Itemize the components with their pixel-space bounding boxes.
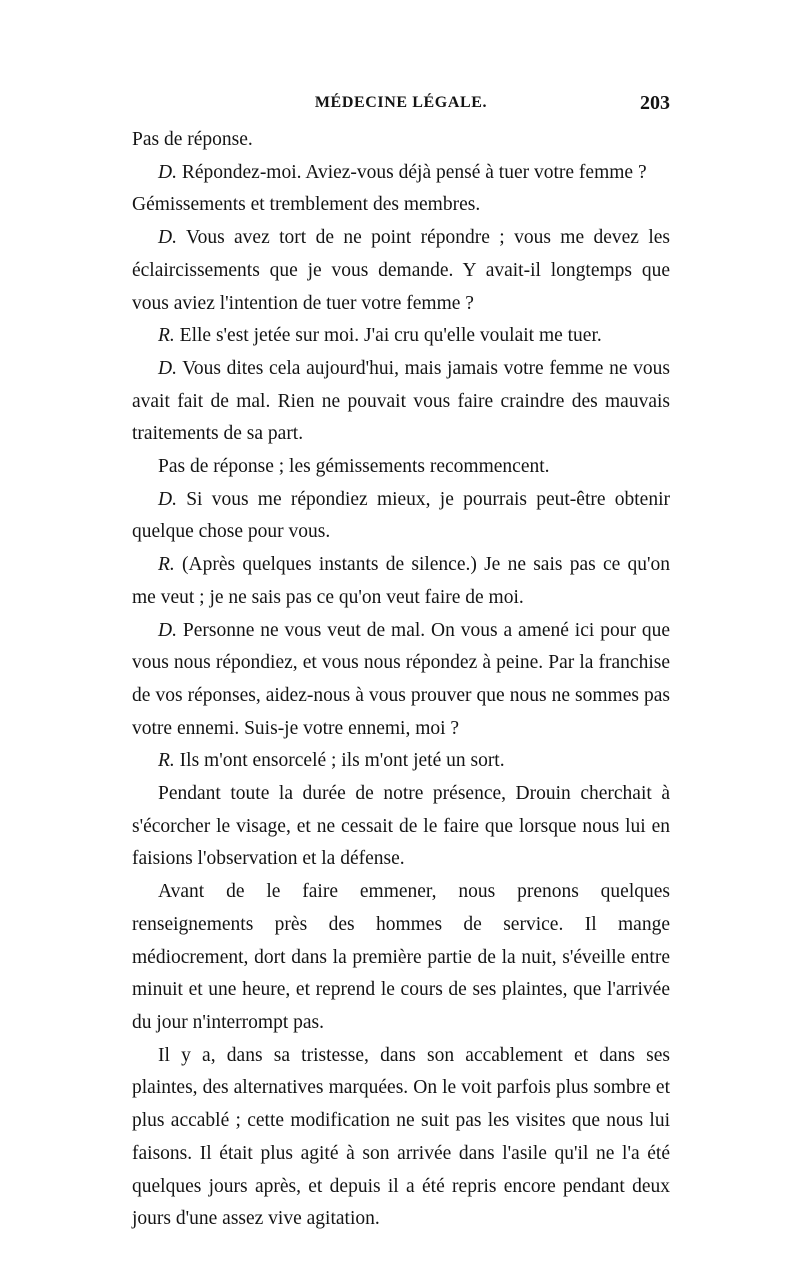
paragraph <box>132 1040 670 1236</box>
paragraph <box>132 876 670 1040</box>
paragraph <box>132 451 670 484</box>
paragraph <box>132 549 670 614</box>
paragraph <box>132 124 670 157</box>
speaker-label: R. <box>158 325 175 347</box>
paragraph <box>132 222 670 320</box>
paragraph-text: Vous avez tort de ne point répondre ; vous me devez les éclaircissements que je vous demande. Y avait-il longtemps que vous aviez l'intention de tuer votre femme ? <box>132 227 670 314</box>
paragraph-text: Pendant toute la durée de notre présence, Drouin cherchait à s'écorcher le visage, et ne cessait de le faire que lorsque nous lui en faisions l'observation et la défense. <box>132 783 670 870</box>
paragraph <box>132 353 670 451</box>
paragraph <box>132 189 670 222</box>
paragraph-text: Pas de réponse ; les gémissements recommencent. <box>158 456 550 478</box>
paragraph <box>132 615 670 746</box>
paragraph-text: Répondez-moi. Aviez-vous déjà pensé à tuer votre femme ? <box>176 161 647 183</box>
page-number: 203 <box>640 92 670 114</box>
paragraph-text: (Après quelques instants de silence.) Je ne sais pas ce qu'on me veut ; je ne sais pas ce qu'on veut faire de moi. <box>132 554 670 608</box>
speaker-label: D. <box>158 619 177 641</box>
paragraph <box>132 320 670 353</box>
paragraph-text: Vous dites cela aujourd'hui, mais jamais votre femme ne vous avait fait de mal. Rien ne pouvait vous faire craindre des mauvais traitements de sa part. <box>132 357 670 445</box>
speaker-label: R. <box>158 750 175 772</box>
paragraph-text: Personne ne vous veut de mal. On vous a amené ici pour que vous nous répondiez, et vous nous répondez à peine. Par la franchise de vos réponses, aidez-nous à vous prouver que nous ne sommes pas votre ennemi. Suis-je votre ennemi, moi ? <box>132 619 670 739</box>
paragraph <box>132 778 670 876</box>
speaker-label: D. <box>158 227 177 249</box>
paragraph-text: Pas de réponse. <box>132 129 253 150</box>
paragraph-text: Si vous me répondiez mieux, je pourrais peut-être obtenir quelque chose pour vous. <box>132 488 670 543</box>
body-text <box>132 124 670 1236</box>
speaker-label: D. <box>158 161 177 183</box>
page-header <box>132 94 670 118</box>
paragraph <box>132 484 670 549</box>
speaker-label: R. <box>158 554 175 576</box>
paragraph-text: Ils m'ont ensorcelé ; ils m'ont jeté un sort. <box>174 750 505 772</box>
paragraph <box>132 157 670 190</box>
speaker-label: D. <box>158 357 177 379</box>
paragraph-text: Elle s'est jetée sur moi. J'ai cru qu'elle voulait me tuer. <box>174 325 602 347</box>
paragraph-text: Il y a, dans sa tristesse, dans son accablement et dans ses plaintes, des alternatives marquées. On le voit parfois plus sombre et plus accablé ; cette modification ne suit pas les visites que nous lui faisons. Il était plus agité à son arrivée dans l'asile qu'il ne l'a été quelques jours après, et depuis il a été repris encore pendant deux jours d'une assez vive agitation. <box>132 1044 670 1230</box>
paragraph-text: Gémissements et tremblement des membres. <box>132 194 481 216</box>
paragraph <box>132 745 670 778</box>
speaker-label: D. <box>158 488 177 510</box>
paragraph-text: Avant de le faire emmener, nous prenons quelques renseignements près des hommes de service. Il mange médiocrement, dort dans la première partie de la nuit, s'éveille entre minuit et une heure, et reprend le cours de ses plaintes, que l'arrivée du jour n'interrompt pas. <box>132 881 670 1033</box>
running-title: MÉDECINE LÉGALE. <box>314 94 488 111</box>
